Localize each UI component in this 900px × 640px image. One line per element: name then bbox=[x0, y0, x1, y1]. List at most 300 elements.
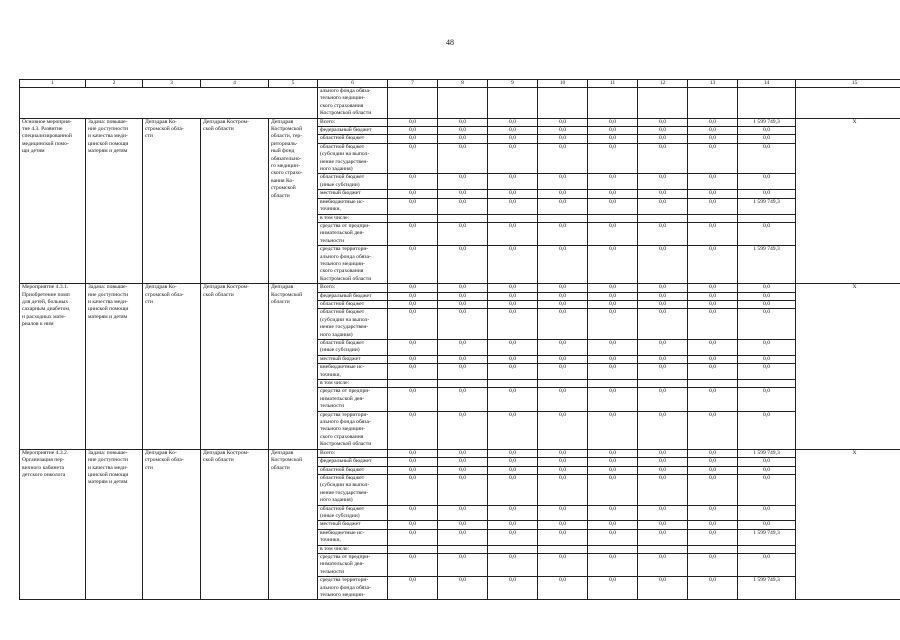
amount-value: 0,0 bbox=[588, 340, 638, 356]
mark-cell: X bbox=[796, 118, 900, 284]
amount-value bbox=[638, 214, 688, 222]
amount-value: 0,0 bbox=[688, 388, 738, 411]
amount-value: 0,0 bbox=[538, 198, 588, 214]
amount-value: 0,0 bbox=[638, 388, 688, 411]
amount-value: 0,0 bbox=[688, 466, 738, 474]
amount-value: 0,0 bbox=[688, 364, 738, 380]
amount-value: 1 599 749,3 bbox=[738, 198, 796, 214]
continuation-value bbox=[488, 88, 538, 119]
amount-value: 0,0 bbox=[538, 411, 588, 449]
amount-value: 0,0 bbox=[738, 309, 796, 340]
amount-value: 0,0 bbox=[388, 292, 438, 300]
amount-value bbox=[438, 214, 488, 222]
amount-value: 0,0 bbox=[588, 190, 638, 198]
amount-value: 0,0 bbox=[438, 135, 488, 143]
amount-value: 0,0 bbox=[738, 505, 796, 521]
amount-value: 0,0 bbox=[438, 529, 488, 545]
amount-value bbox=[738, 545, 796, 553]
amount-value: 0,0 bbox=[638, 355, 688, 363]
amount-value: 0,0 bbox=[488, 198, 538, 214]
amount-value bbox=[488, 545, 538, 553]
amount-value bbox=[588, 214, 638, 222]
amount-value: 0,0 bbox=[488, 246, 538, 284]
continuation-value bbox=[538, 88, 588, 119]
funding-source-label: областной бюджет (субсидии на выпол- нение государствен- ного задания) bbox=[318, 143, 388, 174]
amount-value: 0,0 bbox=[588, 246, 638, 284]
amount-value bbox=[538, 380, 588, 388]
amount-value bbox=[388, 214, 438, 222]
amount-value: 0,0 bbox=[488, 529, 538, 545]
amount-value: 0,0 bbox=[588, 505, 638, 521]
amount-value: 0,0 bbox=[738, 458, 796, 466]
amount-value bbox=[438, 380, 488, 388]
activity-task: Задача: повыше- ние доступности и качества меди- цинской помощи матерям и детям bbox=[86, 118, 143, 284]
amount-value: 0,0 bbox=[388, 449, 438, 457]
amount-value: 0,0 bbox=[638, 190, 688, 198]
funding-source-label: местный бюджет bbox=[318, 355, 388, 363]
amount-value: 0,0 bbox=[688, 458, 738, 466]
column-number-1: 1 bbox=[20, 80, 86, 88]
amount-value: 0,0 bbox=[538, 135, 588, 143]
amount-value: 0,0 bbox=[588, 458, 638, 466]
amount-value: 0,0 bbox=[438, 222, 488, 245]
continuation-value bbox=[638, 88, 688, 119]
amount-value: 0,0 bbox=[538, 174, 588, 190]
amount-value bbox=[488, 380, 538, 388]
amount-value: 0,0 bbox=[388, 521, 438, 529]
amount-value: 0,0 bbox=[538, 340, 588, 356]
funding-executor: Депздрав Костромской области, тер- риториаль- ный фонд обязательно- го медицин- ского страхо- вания Ко- стромской области bbox=[269, 118, 318, 284]
amount-value: 0,0 bbox=[538, 577, 588, 600]
amount-value: 0,0 bbox=[488, 190, 538, 198]
amount-value: 0,0 bbox=[688, 309, 738, 340]
amount-value: 0,0 bbox=[438, 505, 488, 521]
amount-value: 0,0 bbox=[738, 388, 796, 411]
amount-value: 0,0 bbox=[488, 388, 538, 411]
amount-value: 0,0 bbox=[388, 174, 438, 190]
amount-value: 0,0 bbox=[388, 505, 438, 521]
amount-value: 0,0 bbox=[638, 364, 688, 380]
amount-value: 0,0 bbox=[638, 135, 688, 143]
amount-value: 0,0 bbox=[488, 577, 538, 600]
amount-value: 0,0 bbox=[588, 198, 638, 214]
amount-value: 0,0 bbox=[638, 309, 688, 340]
amount-value: 0,0 bbox=[638, 222, 688, 245]
amount-value: 0,0 bbox=[538, 300, 588, 308]
amount-value: 0,0 bbox=[438, 388, 488, 411]
continuation-mark bbox=[796, 88, 900, 119]
amount-value: 0,0 bbox=[638, 449, 688, 457]
continuation-value bbox=[438, 88, 488, 119]
amount-value: 0,0 bbox=[638, 466, 688, 474]
amount-value: 0,0 bbox=[538, 521, 588, 529]
amount-value: 0,0 bbox=[738, 521, 796, 529]
amount-value: 0,0 bbox=[438, 292, 488, 300]
amount-value: 0,0 bbox=[588, 300, 638, 308]
funding-source-label: областной бюджет (иные субсидии) bbox=[318, 505, 388, 521]
amount-value: 0,0 bbox=[688, 143, 738, 174]
amount-value: 0,0 bbox=[388, 284, 438, 292]
amount-value: 0,0 bbox=[438, 174, 488, 190]
funding-source-label: средства территори- ального фонда обяза- тельного медицин- ского страхования Костромской области bbox=[318, 246, 388, 284]
amount-value bbox=[588, 545, 638, 553]
amount-value: 0,0 bbox=[488, 553, 538, 576]
header-row bbox=[20, 80, 900, 88]
amount-value: 0,0 bbox=[488, 340, 538, 356]
funding-source-label: Всего: bbox=[318, 284, 388, 292]
amount-value: 0,0 bbox=[388, 529, 438, 545]
amount-value: 0,0 bbox=[738, 364, 796, 380]
amount-value: 0,0 bbox=[688, 198, 738, 214]
amount-value: 0,0 bbox=[438, 190, 488, 198]
responsible-executor: Депздрав Костром- ской области bbox=[201, 449, 269, 600]
amount-value: 0,0 bbox=[688, 190, 738, 198]
continuation-value bbox=[688, 88, 738, 119]
amount-value: 0,0 bbox=[638, 292, 688, 300]
amount-value: 0,0 bbox=[488, 458, 538, 466]
amount-value: 0,0 bbox=[738, 553, 796, 576]
amount-value: 0,0 bbox=[538, 388, 588, 411]
amount-value bbox=[688, 380, 738, 388]
column-number-11: 11 bbox=[588, 80, 638, 88]
amount-value: 0,0 bbox=[388, 127, 438, 135]
amount-value: 0,0 bbox=[488, 300, 538, 308]
column-number-7: 7 bbox=[388, 80, 438, 88]
page-number: 48 bbox=[446, 38, 454, 47]
amount-value: 0,0 bbox=[488, 411, 538, 449]
amount-value: 0,0 bbox=[488, 355, 538, 363]
co-executor: Депздрав Ко- стромской обла- сти bbox=[143, 284, 201, 450]
amount-value: 0,0 bbox=[388, 222, 438, 245]
amount-value: 0,0 bbox=[488, 292, 538, 300]
amount-value: 0,0 bbox=[738, 411, 796, 449]
funding-source-label: внебюджетные ис- точники, bbox=[318, 529, 388, 545]
funding-source-label: средства от предпри- нимательской дея- тельности bbox=[318, 553, 388, 576]
responsible-executor: Депздрав Костром- ской области bbox=[201, 118, 269, 284]
amount-value: 0,0 bbox=[438, 118, 488, 126]
amount-value: 0,0 bbox=[438, 449, 488, 457]
amount-value: 0,0 bbox=[588, 364, 638, 380]
amount-value: 0,0 bbox=[488, 364, 538, 380]
amount-value: 0,0 bbox=[538, 292, 588, 300]
amount-value bbox=[738, 380, 796, 388]
amount-value: 0,0 bbox=[438, 246, 488, 284]
amount-value: 0,0 bbox=[638, 198, 688, 214]
amount-value: 0,0 bbox=[438, 466, 488, 474]
mark-cell: X bbox=[796, 449, 900, 600]
amount-value: 0,0 bbox=[388, 474, 438, 505]
amount-value: 0,0 bbox=[538, 127, 588, 135]
funding-source-label: внебюджетные ис- точники, bbox=[318, 198, 388, 214]
funding-source-label: федеральный бюджет bbox=[318, 292, 388, 300]
amount-value: 0,0 bbox=[738, 174, 796, 190]
amount-value bbox=[488, 214, 538, 222]
amount-value: 0,0 bbox=[538, 449, 588, 457]
amount-value: 0,0 bbox=[388, 135, 438, 143]
amount-value: 0,0 bbox=[388, 198, 438, 214]
funding-executor: Депздрав Костромской области bbox=[269, 284, 318, 450]
amount-value: 0,0 bbox=[638, 553, 688, 576]
amount-value: 0,0 bbox=[388, 458, 438, 466]
column-number-5: 5 bbox=[269, 80, 318, 88]
amount-value: 0,0 bbox=[488, 449, 538, 457]
amount-value: 0,0 bbox=[388, 300, 438, 308]
continuation-value bbox=[388, 88, 438, 119]
column-number-10: 10 bbox=[538, 80, 588, 88]
amount-value: 0,0 bbox=[538, 355, 588, 363]
amount-value: 0,0 bbox=[688, 340, 738, 356]
amount-value: 0,0 bbox=[688, 553, 738, 576]
funding-source-label: областной бюджет (субсидии на выпол- нение государствен- ного задания) bbox=[318, 309, 388, 340]
funding-source-label: в том числе: bbox=[318, 380, 388, 388]
continuation-empty-cell bbox=[20, 88, 318, 119]
continuation-value bbox=[738, 88, 796, 119]
funding-source-label: в том числе: bbox=[318, 545, 388, 553]
amount-value: 0,0 bbox=[488, 284, 538, 292]
amount-value: 0,0 bbox=[488, 521, 538, 529]
amount-value bbox=[688, 214, 738, 222]
amount-value: 0,0 bbox=[738, 190, 796, 198]
amount-value: 0,0 bbox=[488, 505, 538, 521]
funding-source-label: средства территори- ального фонда обяза- тельного медицин- ского страхования Костромской области bbox=[318, 411, 388, 449]
amount-value: 0,0 bbox=[388, 118, 438, 126]
amount-value: 0,0 bbox=[538, 143, 588, 174]
amount-value: 0,0 bbox=[438, 355, 488, 363]
amount-value: 0,0 bbox=[538, 284, 588, 292]
column-number-13: 13 bbox=[688, 80, 738, 88]
funding-source-label: Всего: bbox=[318, 449, 388, 457]
responsible-executor: Депздрав Костром- ской области bbox=[201, 284, 269, 450]
table-row bbox=[20, 118, 900, 126]
amount-value: 0,0 bbox=[388, 577, 438, 600]
amount-value: 0,0 bbox=[538, 505, 588, 521]
amount-value: 1 599 749,3 bbox=[738, 577, 796, 600]
amount-value bbox=[638, 380, 688, 388]
amount-value: 1 599 749,3 bbox=[738, 118, 796, 126]
amount-value bbox=[538, 545, 588, 553]
amount-value: 0,0 bbox=[638, 458, 688, 466]
amount-value: 0,0 bbox=[738, 300, 796, 308]
amount-value: 0,0 bbox=[688, 529, 738, 545]
amount-value: 0,0 bbox=[488, 309, 538, 340]
amount-value: 0,0 bbox=[688, 505, 738, 521]
table-row bbox=[20, 284, 900, 292]
amount-value: 0,0 bbox=[438, 364, 488, 380]
amount-value: 0,0 bbox=[388, 364, 438, 380]
amount-value: 0,0 bbox=[388, 340, 438, 356]
amount-value: 0,0 bbox=[738, 340, 796, 356]
column-number-15: 15 bbox=[796, 80, 900, 88]
amount-value: 0,0 bbox=[388, 355, 438, 363]
amount-value: 0,0 bbox=[538, 458, 588, 466]
amount-value: 0,0 bbox=[438, 458, 488, 466]
amount-value bbox=[438, 545, 488, 553]
amount-value bbox=[638, 545, 688, 553]
amount-value: 0,0 bbox=[688, 174, 738, 190]
funding-source-label: средства от предпри- нимательской дея- тельности bbox=[318, 222, 388, 245]
amount-value: 0,0 bbox=[588, 466, 638, 474]
continuation-row bbox=[20, 88, 900, 119]
amount-value: 1 599 749,3 bbox=[738, 449, 796, 457]
amount-value: 0,0 bbox=[488, 474, 538, 505]
amount-value: 0,0 bbox=[688, 521, 738, 529]
amount-value: 0,0 bbox=[638, 474, 688, 505]
amount-value: 0,0 bbox=[538, 190, 588, 198]
amount-value: 0,0 bbox=[538, 222, 588, 245]
amount-value: 0,0 bbox=[438, 474, 488, 505]
amount-value: 0,0 bbox=[538, 309, 588, 340]
amount-value bbox=[688, 545, 738, 553]
amount-value bbox=[388, 380, 438, 388]
amount-value: 0,0 bbox=[388, 309, 438, 340]
amount-value: 0,0 bbox=[438, 309, 488, 340]
amount-value: 0,0 bbox=[588, 529, 638, 545]
amount-value: 0,0 bbox=[588, 292, 638, 300]
amount-value: 0,0 bbox=[388, 190, 438, 198]
amount-value: 0,0 bbox=[488, 466, 538, 474]
amount-value: 0,0 bbox=[588, 118, 638, 126]
funding-source-label: Всего: bbox=[318, 118, 388, 126]
amount-value: 0,0 bbox=[588, 309, 638, 340]
mark-cell: X bbox=[796, 284, 900, 450]
activity-name: Мероприятие 4.3.2. Организация пер- вичного кабинета детского онколога bbox=[20, 449, 86, 600]
funding-source-label: федеральный бюджет bbox=[318, 127, 388, 135]
amount-value: 0,0 bbox=[688, 449, 738, 457]
amount-value: 0,0 bbox=[688, 118, 738, 126]
amount-value: 0,0 bbox=[438, 553, 488, 576]
amount-value: 0,0 bbox=[488, 127, 538, 135]
column-number-6: 6 bbox=[318, 80, 388, 88]
amount-value bbox=[538, 214, 588, 222]
activity-name: Основное мероприя- тие 4.3. Развитие специализированной медицинской помо- щи детям bbox=[20, 118, 86, 284]
amount-value: 0,0 bbox=[538, 118, 588, 126]
amount-value: 0,0 bbox=[738, 135, 796, 143]
amount-value: 0,0 bbox=[738, 222, 796, 245]
funding-source-label: областной бюджет bbox=[318, 300, 388, 308]
amount-value: 0,0 bbox=[688, 474, 738, 505]
amount-value: 0,0 bbox=[388, 411, 438, 449]
amount-value: 0,0 bbox=[588, 135, 638, 143]
amount-value: 0,0 bbox=[438, 284, 488, 292]
funding-source-label: областной бюджет bbox=[318, 135, 388, 143]
funding-source-label: средства от предпри- нимательской дея- тельности bbox=[318, 388, 388, 411]
amount-value: 0,0 bbox=[538, 364, 588, 380]
amount-value: 1 599 749,3 bbox=[738, 529, 796, 545]
amount-value: 0,0 bbox=[388, 553, 438, 576]
amount-value: 0,0 bbox=[638, 174, 688, 190]
amount-value: 0,0 bbox=[738, 127, 796, 135]
amount-value: 0,0 bbox=[588, 222, 638, 245]
continuation-label: ального фонда обяза- тельного медицин- ского страхования Костромской области bbox=[318, 88, 388, 119]
amount-value: 0,0 bbox=[688, 135, 738, 143]
amount-value: 0,0 bbox=[638, 284, 688, 292]
column-number-8: 8 bbox=[438, 80, 488, 88]
amount-value: 0,0 bbox=[638, 127, 688, 135]
amount-value: 0,0 bbox=[688, 300, 738, 308]
amount-value: 0,0 bbox=[488, 118, 538, 126]
amount-value: 0,0 bbox=[588, 127, 638, 135]
amount-value: 0,0 bbox=[638, 340, 688, 356]
amount-value: 0,0 bbox=[688, 127, 738, 135]
amount-value: 0,0 bbox=[538, 246, 588, 284]
amount-value: 0,0 bbox=[738, 143, 796, 174]
amount-value: 0,0 bbox=[488, 174, 538, 190]
amount-value: 0,0 bbox=[638, 577, 688, 600]
amount-value: 0,0 bbox=[438, 340, 488, 356]
funding-source-label: федеральный бюджет bbox=[318, 458, 388, 466]
amount-value: 0,0 bbox=[688, 411, 738, 449]
amount-value: 0,0 bbox=[388, 388, 438, 411]
column-number-3: 3 bbox=[143, 80, 201, 88]
amount-value: 1 599 749,3 bbox=[738, 246, 796, 284]
amount-value: 0,0 bbox=[438, 521, 488, 529]
table-row bbox=[20, 449, 900, 457]
amount-value: 0,0 bbox=[388, 466, 438, 474]
amount-value: 0,0 bbox=[688, 577, 738, 600]
amount-value: 0,0 bbox=[588, 553, 638, 576]
funding-source-label: в том числе: bbox=[318, 214, 388, 222]
amount-value: 0,0 bbox=[688, 222, 738, 245]
funding-source-label: областной бюджет (иные субсидии) bbox=[318, 340, 388, 356]
amount-value: 0,0 bbox=[538, 529, 588, 545]
column-number-12: 12 bbox=[638, 80, 688, 88]
amount-value: 0,0 bbox=[638, 521, 688, 529]
amount-value: 0,0 bbox=[588, 449, 638, 457]
amount-value: 0,0 bbox=[588, 174, 638, 190]
amount-value: 0,0 bbox=[388, 246, 438, 284]
co-executor: Депздрав Ко- стромской обла- сти bbox=[143, 449, 201, 600]
funding-source-label: местный бюджет bbox=[318, 521, 388, 529]
funding-source-label: внебюджетные ис- точники, bbox=[318, 364, 388, 380]
column-number-2: 2 bbox=[86, 80, 143, 88]
amount-value: 0,0 bbox=[588, 388, 638, 411]
column-number-14: 14 bbox=[738, 80, 796, 88]
funding-source-label: средства территори- ального фонда обяза- тельного медицин- bbox=[318, 577, 388, 600]
amount-value: 0,0 bbox=[688, 284, 738, 292]
amount-value: 0,0 bbox=[688, 355, 738, 363]
amount-value: 0,0 bbox=[588, 143, 638, 174]
amount-value: 0,0 bbox=[488, 143, 538, 174]
amount-value: 0,0 bbox=[438, 143, 488, 174]
amount-value: 0,0 bbox=[438, 300, 488, 308]
amount-value: 0,0 bbox=[638, 143, 688, 174]
amount-value: 0,0 bbox=[738, 355, 796, 363]
amount-value: 0,0 bbox=[638, 505, 688, 521]
amount-value: 0,0 bbox=[588, 521, 638, 529]
amount-value: 0,0 bbox=[438, 577, 488, 600]
funding-source-label: областной бюджет (иные субсидии) bbox=[318, 174, 388, 190]
funding-executor: Депздрав Костромской области bbox=[269, 449, 318, 600]
budget-table bbox=[19, 79, 900, 600]
amount-value: 0,0 bbox=[738, 474, 796, 505]
amount-value: 0,0 bbox=[638, 411, 688, 449]
amount-value: 0,0 bbox=[638, 300, 688, 308]
amount-value: 0,0 bbox=[388, 143, 438, 174]
amount-value: 0,0 bbox=[588, 284, 638, 292]
continuation-value bbox=[588, 88, 638, 119]
column-number-9: 9 bbox=[488, 80, 538, 88]
amount-value: 0,0 bbox=[438, 127, 488, 135]
funding-source-label: местный бюджет bbox=[318, 190, 388, 198]
co-executor: Депздрав Ко- стромской обла- сти bbox=[143, 118, 201, 284]
amount-value: 0,0 bbox=[488, 222, 538, 245]
amount-value: 0,0 bbox=[638, 246, 688, 284]
activity-task: Задача: повыше- ние доступности и качества меди- цинской помощи матерям и детям bbox=[86, 284, 143, 450]
amount-value: 0,0 bbox=[588, 474, 638, 505]
amount-value: 0,0 bbox=[588, 411, 638, 449]
amount-value bbox=[588, 380, 638, 388]
amount-value: 0,0 bbox=[638, 529, 688, 545]
